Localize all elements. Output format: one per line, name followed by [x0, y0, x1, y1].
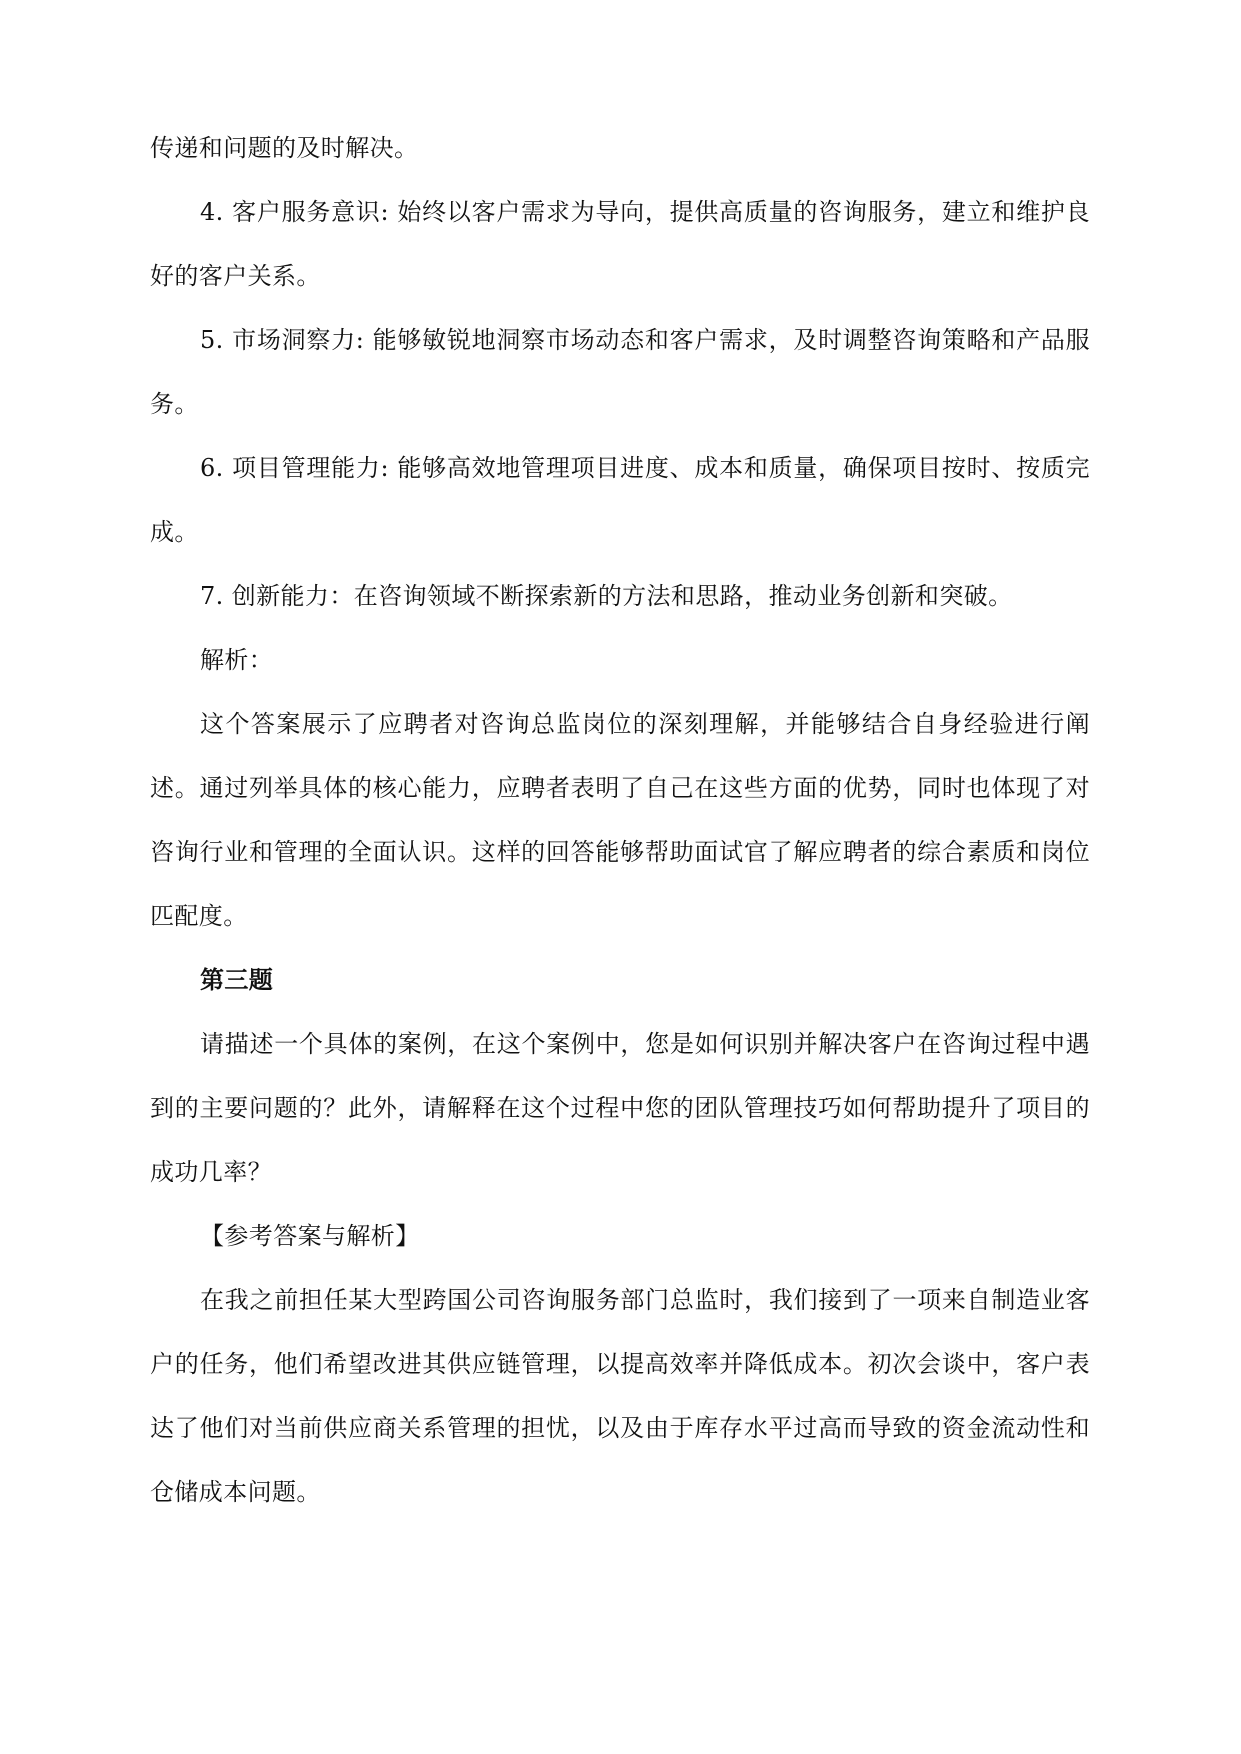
paragraph-item-6: 6. 项目管理能力: 能够高效地管理项目进度、成本和质量，确保项目按时、按质完成。 — [150, 454, 1090, 546]
analysis-paragraph: 这个答案展示了应聘者对咨询总监岗位的深刻理解，并能够结合自身经验进行阐述。通过列举具体的核心能力，应聘者表明了自己在这些方面的优势，同时也体现了对咨询行业和管理的全面认识。这样的回答能够帮助面试官了解应聘者的综合素质和岗位匹配度。 — [150, 710, 1090, 930]
section-heading: 第三题 — [200, 965, 274, 994]
answer-paragraph: 在我之前担任某大型跨国公司咨询服务部门总监时，我们接到了一项来自制造业客户的任务，他们希望改进其供应链管理，以提高效率并降低成本。初次会谈中，客户表达了他们对当前供应商关系管理的担忧，以及由于库存水平过高而导致的资金流动性和仓储成本问题。 — [150, 1286, 1090, 1506]
paragraph-item-7: 7. 创新能力：在咨询领域不断探索新的方法和思路，推动业务创新和突破。 — [200, 582, 1013, 610]
answer-label: 【参考答案与解析】 — [200, 1222, 420, 1250]
analysis-label: 解析： — [200, 646, 274, 674]
paragraph-item-4: 4. 客户服务意识: 始终以客户需求为导向，提供高质量的咨询服务，建立和维护良好的客户关系。 — [150, 198, 1090, 290]
paragraph-continuation: 传递和问题的及时解决。 — [150, 134, 419, 162]
question-paragraph: 请描述一个具体的案例，在这个案例中，您是如何识别并解决客户在咨询过程中遇到的主要问题的？此外，请解释在这个过程中您的团队管理技巧如何帮助提升了项目的成功几率？ — [150, 1030, 1090, 1186]
paragraph-item-5: 5. 市场洞察力: 能够敏锐地洞察市场动态和客户需求，及时调整咨询策略和产品服务。 — [150, 326, 1090, 418]
